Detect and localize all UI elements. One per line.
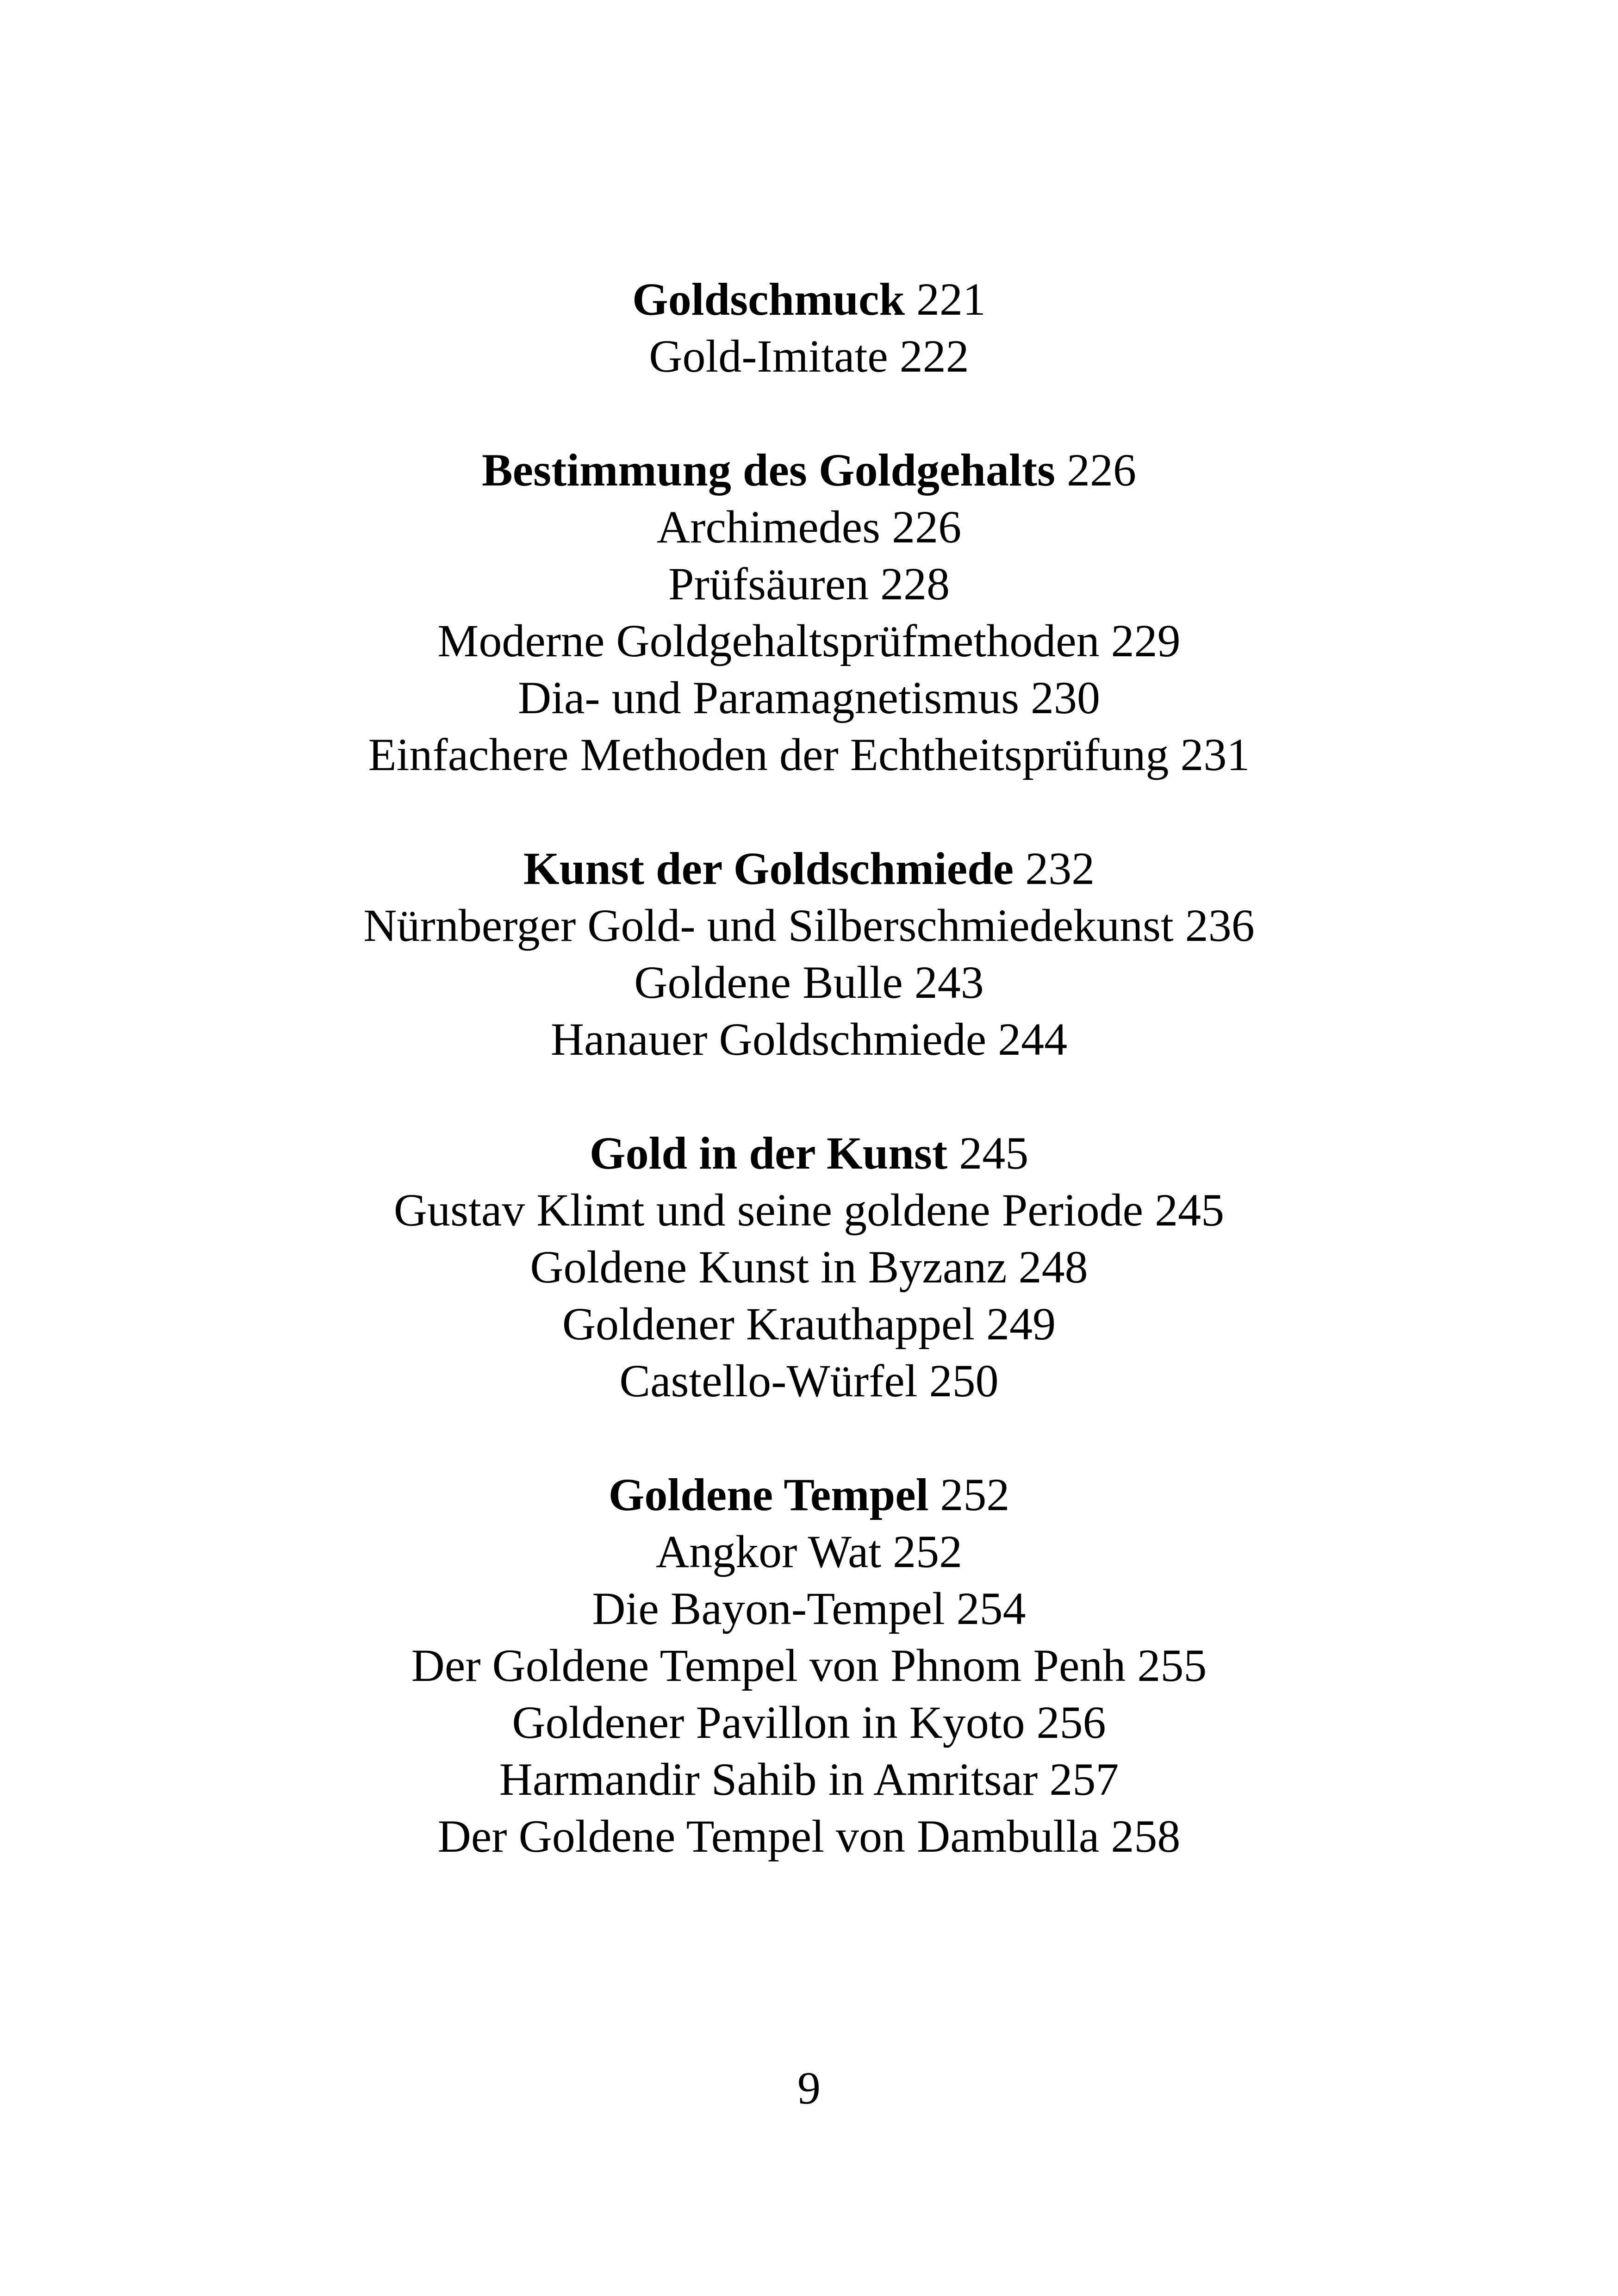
toc-entry (0, 1580, 1618, 1637)
toc-entry-page: 229 (1111, 615, 1181, 666)
toc-section-gold-in-der-kunst (0, 1125, 1618, 1409)
toc-section-title: Gold in der Kunst (589, 1127, 948, 1179)
toc-entry-title: Goldene Bulle (634, 957, 903, 1008)
toc-section-heading (0, 840, 1618, 897)
page-number: 9 (797, 2062, 821, 2114)
toc-entry-title: Dia- und Paramagnetismus (517, 672, 1020, 723)
toc-entry (0, 1182, 1618, 1238)
toc-section-bestimmung-des-goldgehalts (0, 442, 1618, 783)
toc-entry-page: 244 (998, 1014, 1068, 1065)
toc-section-title: Goldschmuck (632, 274, 905, 325)
toc-section-kunst-der-goldschmiede (0, 840, 1618, 1068)
toc-section-page: 232 (1025, 843, 1095, 894)
toc-section-goldene-tempel (0, 1466, 1618, 1865)
toc-section-page: 221 (916, 274, 986, 325)
toc-entry-page: 226 (892, 501, 962, 553)
toc-entry-title: Goldener Pavillon in Kyoto (512, 1697, 1025, 1748)
toc-entry-page: 252 (893, 1526, 963, 1577)
toc-entry-page: 248 (1018, 1241, 1088, 1293)
toc-entry-page: 222 (899, 330, 969, 382)
toc-entry (0, 1523, 1618, 1580)
toc-entry-page: 249 (986, 1298, 1056, 1350)
toc-section-page: 252 (940, 1469, 1010, 1520)
toc-entry-title: Moderne Goldgehaltsprüfmethoden (437, 615, 1100, 666)
toc-entry (0, 1352, 1618, 1409)
toc-entry (0, 1694, 1618, 1751)
toc-section-heading (0, 442, 1618, 498)
toc-entry-title: Harmandir Sahib in Amritsar (499, 1754, 1038, 1805)
toc-entry-title: Angkor Wat (655, 1526, 882, 1577)
toc-entry-page: 257 (1049, 1754, 1119, 1805)
toc-entry (0, 1637, 1618, 1694)
toc-entry-page: 254 (956, 1583, 1026, 1634)
toc-section-title: Goldene Tempel (608, 1469, 929, 1520)
toc-section-heading (0, 271, 1618, 328)
toc-entry (0, 1808, 1618, 1865)
toc-entry (0, 1238, 1618, 1295)
toc-section-heading (0, 1125, 1618, 1182)
toc-entry-page: 250 (929, 1355, 999, 1406)
toc-entry-title: Der Goldene Tempel von Phnom Penh (411, 1640, 1126, 1691)
toc-entry-title: Der Goldene Tempel von Dambulla (437, 1811, 1100, 1862)
toc-entry-title: Prüfsäuren (668, 558, 869, 610)
toc-section-page: 226 (1067, 444, 1136, 496)
table-of-contents (0, 271, 1618, 1922)
toc-section-page: 245 (959, 1127, 1029, 1179)
toc-entry-page: 255 (1137, 1640, 1207, 1691)
toc-entry-page: 258 (1111, 1811, 1181, 1862)
toc-section-title: Bestimmung des Goldgehalts (481, 444, 1055, 496)
toc-entry (0, 1751, 1618, 1808)
toc-entry-page: 228 (880, 558, 950, 610)
toc-entry (0, 328, 1618, 385)
toc-entry (0, 897, 1618, 954)
toc-entry-title: Castello-Würfel (619, 1355, 918, 1406)
toc-entry-title: Die Bayon-Tempel (592, 1583, 945, 1634)
toc-entry-title: Gustav Klimt und seine goldene Periode (393, 1184, 1144, 1236)
toc-entry-page: 245 (1155, 1184, 1225, 1236)
toc-entry (0, 612, 1618, 669)
toc-entry-title: Gold-Imitate (649, 330, 888, 382)
toc-entry-page: 231 (1180, 729, 1250, 780)
toc-entry-title: Hanauer Goldschmiede (550, 1014, 987, 1065)
toc-entry-page: 256 (1036, 1697, 1106, 1748)
toc-section-heading (0, 1466, 1618, 1523)
toc-entry-title: Goldener Krauthappel (562, 1298, 975, 1350)
toc-entry (0, 669, 1618, 726)
toc-entry-page: 236 (1185, 900, 1255, 951)
toc-entry-title: Goldene Kunst in Byzanz (530, 1241, 1007, 1293)
toc-entry (0, 555, 1618, 612)
toc-entry-page: 230 (1031, 672, 1101, 723)
toc-entry-title: Archimedes (656, 501, 881, 553)
toc-entry-page: 243 (914, 957, 984, 1008)
toc-entry (0, 1295, 1618, 1352)
toc-entry (0, 498, 1618, 555)
toc-entry (0, 954, 1618, 1011)
toc-section-title: Kunst der Goldschmiede (523, 843, 1014, 894)
toc-entry (0, 726, 1618, 783)
toc-entry (0, 1011, 1618, 1068)
toc-entry-title: Einfachere Methoden der Echtheitsprüfung (368, 729, 1169, 780)
toc-section-goldschmuck (0, 271, 1618, 385)
toc-entry-title: Nürnberger Gold- und Silberschmiedekunst (363, 900, 1174, 951)
